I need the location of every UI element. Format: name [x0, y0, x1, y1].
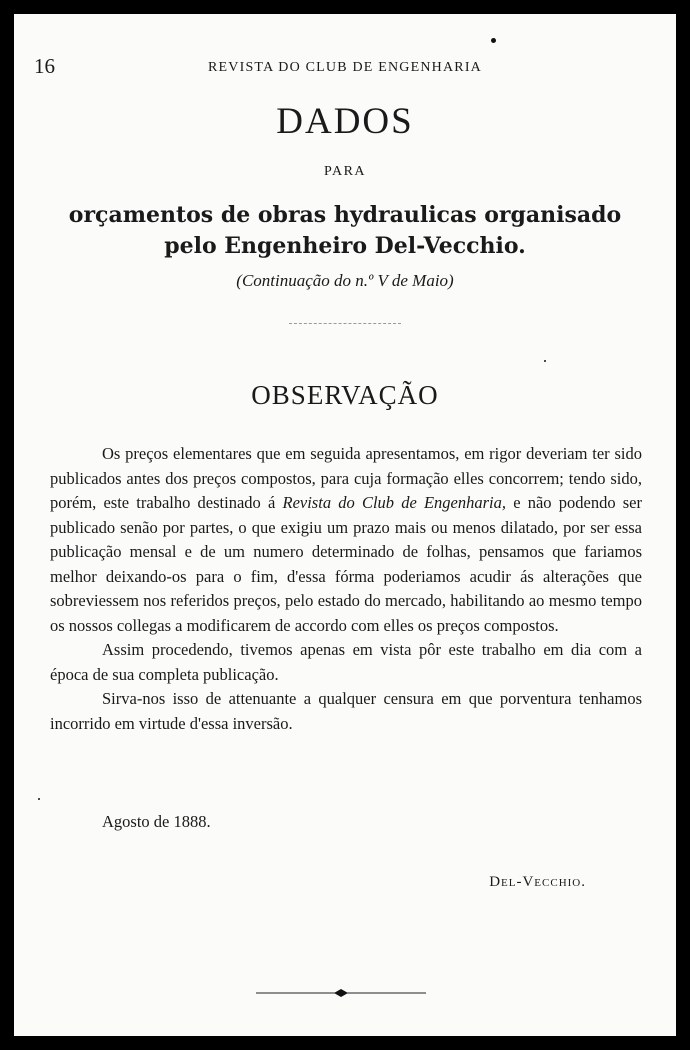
subtitle-line-1: orçamentos de obras hydraulicas organisado [68, 202, 622, 228]
paragraph-1 [50, 442, 642, 638]
continuation-note: (Continuação do n.º V de Maio) [236, 271, 454, 290]
print-speck [491, 38, 496, 43]
section-heading: OBSERVAÇÃO [251, 380, 439, 410]
paragraph-2: Assim procedendo, tivemos apenas em vista pôr este trabalho em dia com a época de sua completa publicação. [50, 640, 642, 684]
body-text [50, 442, 642, 736]
ornament-rule [256, 987, 426, 999]
journal-title: REVISTA DO CLUB DE ENGENHARIA [207, 60, 482, 75]
paragraph-1-part-a: Os preços elementares que em seguida apresentamos, em rigor deveriam ter sido publicados antes dos preços compostos, para cuja formação elles concorrem; tendo sido, porém, este trabalho destinado á [50, 444, 642, 512]
document-title: DADOS [276, 101, 414, 142]
print-speck [38, 798, 40, 800]
paragraph-3: Sirva-nos isso de attenuante a qualquer censura em que porventura tenhamos incorrido em virtude d'essa inversão. [50, 689, 642, 733]
date-line: Agosto de 1888. [102, 812, 211, 831]
subtitle [14, 200, 676, 262]
ornament-diamond [334, 989, 348, 997]
journal-name-italic: Revista do Club de Engenharia, [282, 493, 507, 512]
page [14, 14, 676, 1036]
page-number: 16 [34, 54, 55, 78]
dotted-divider [289, 323, 401, 324]
title-connector: PARA [323, 164, 367, 179]
paragraph-1-part-b: e não podendo ser publicado senão por partes, o que exigiu um prazo mais ou menos dilatado, por ser essa publicação mensal e de um numero determinado de folhas, pensamos que fariamos melhor deixando-os para o fim, d'essa fórma poderiamos acudir ás alterações que sobreviessem nos referidos preços, pelo estado do mercado, habilitando ao mesmo tempo os nossos collegas a modificarem de accordo com elles os preços compostos. [50, 493, 642, 635]
subtitle-line-2: pelo Engenheiro Del-Vecchio. [164, 233, 526, 259]
print-speck [544, 360, 546, 362]
signature: Del-Vecchio. [489, 874, 586, 890]
